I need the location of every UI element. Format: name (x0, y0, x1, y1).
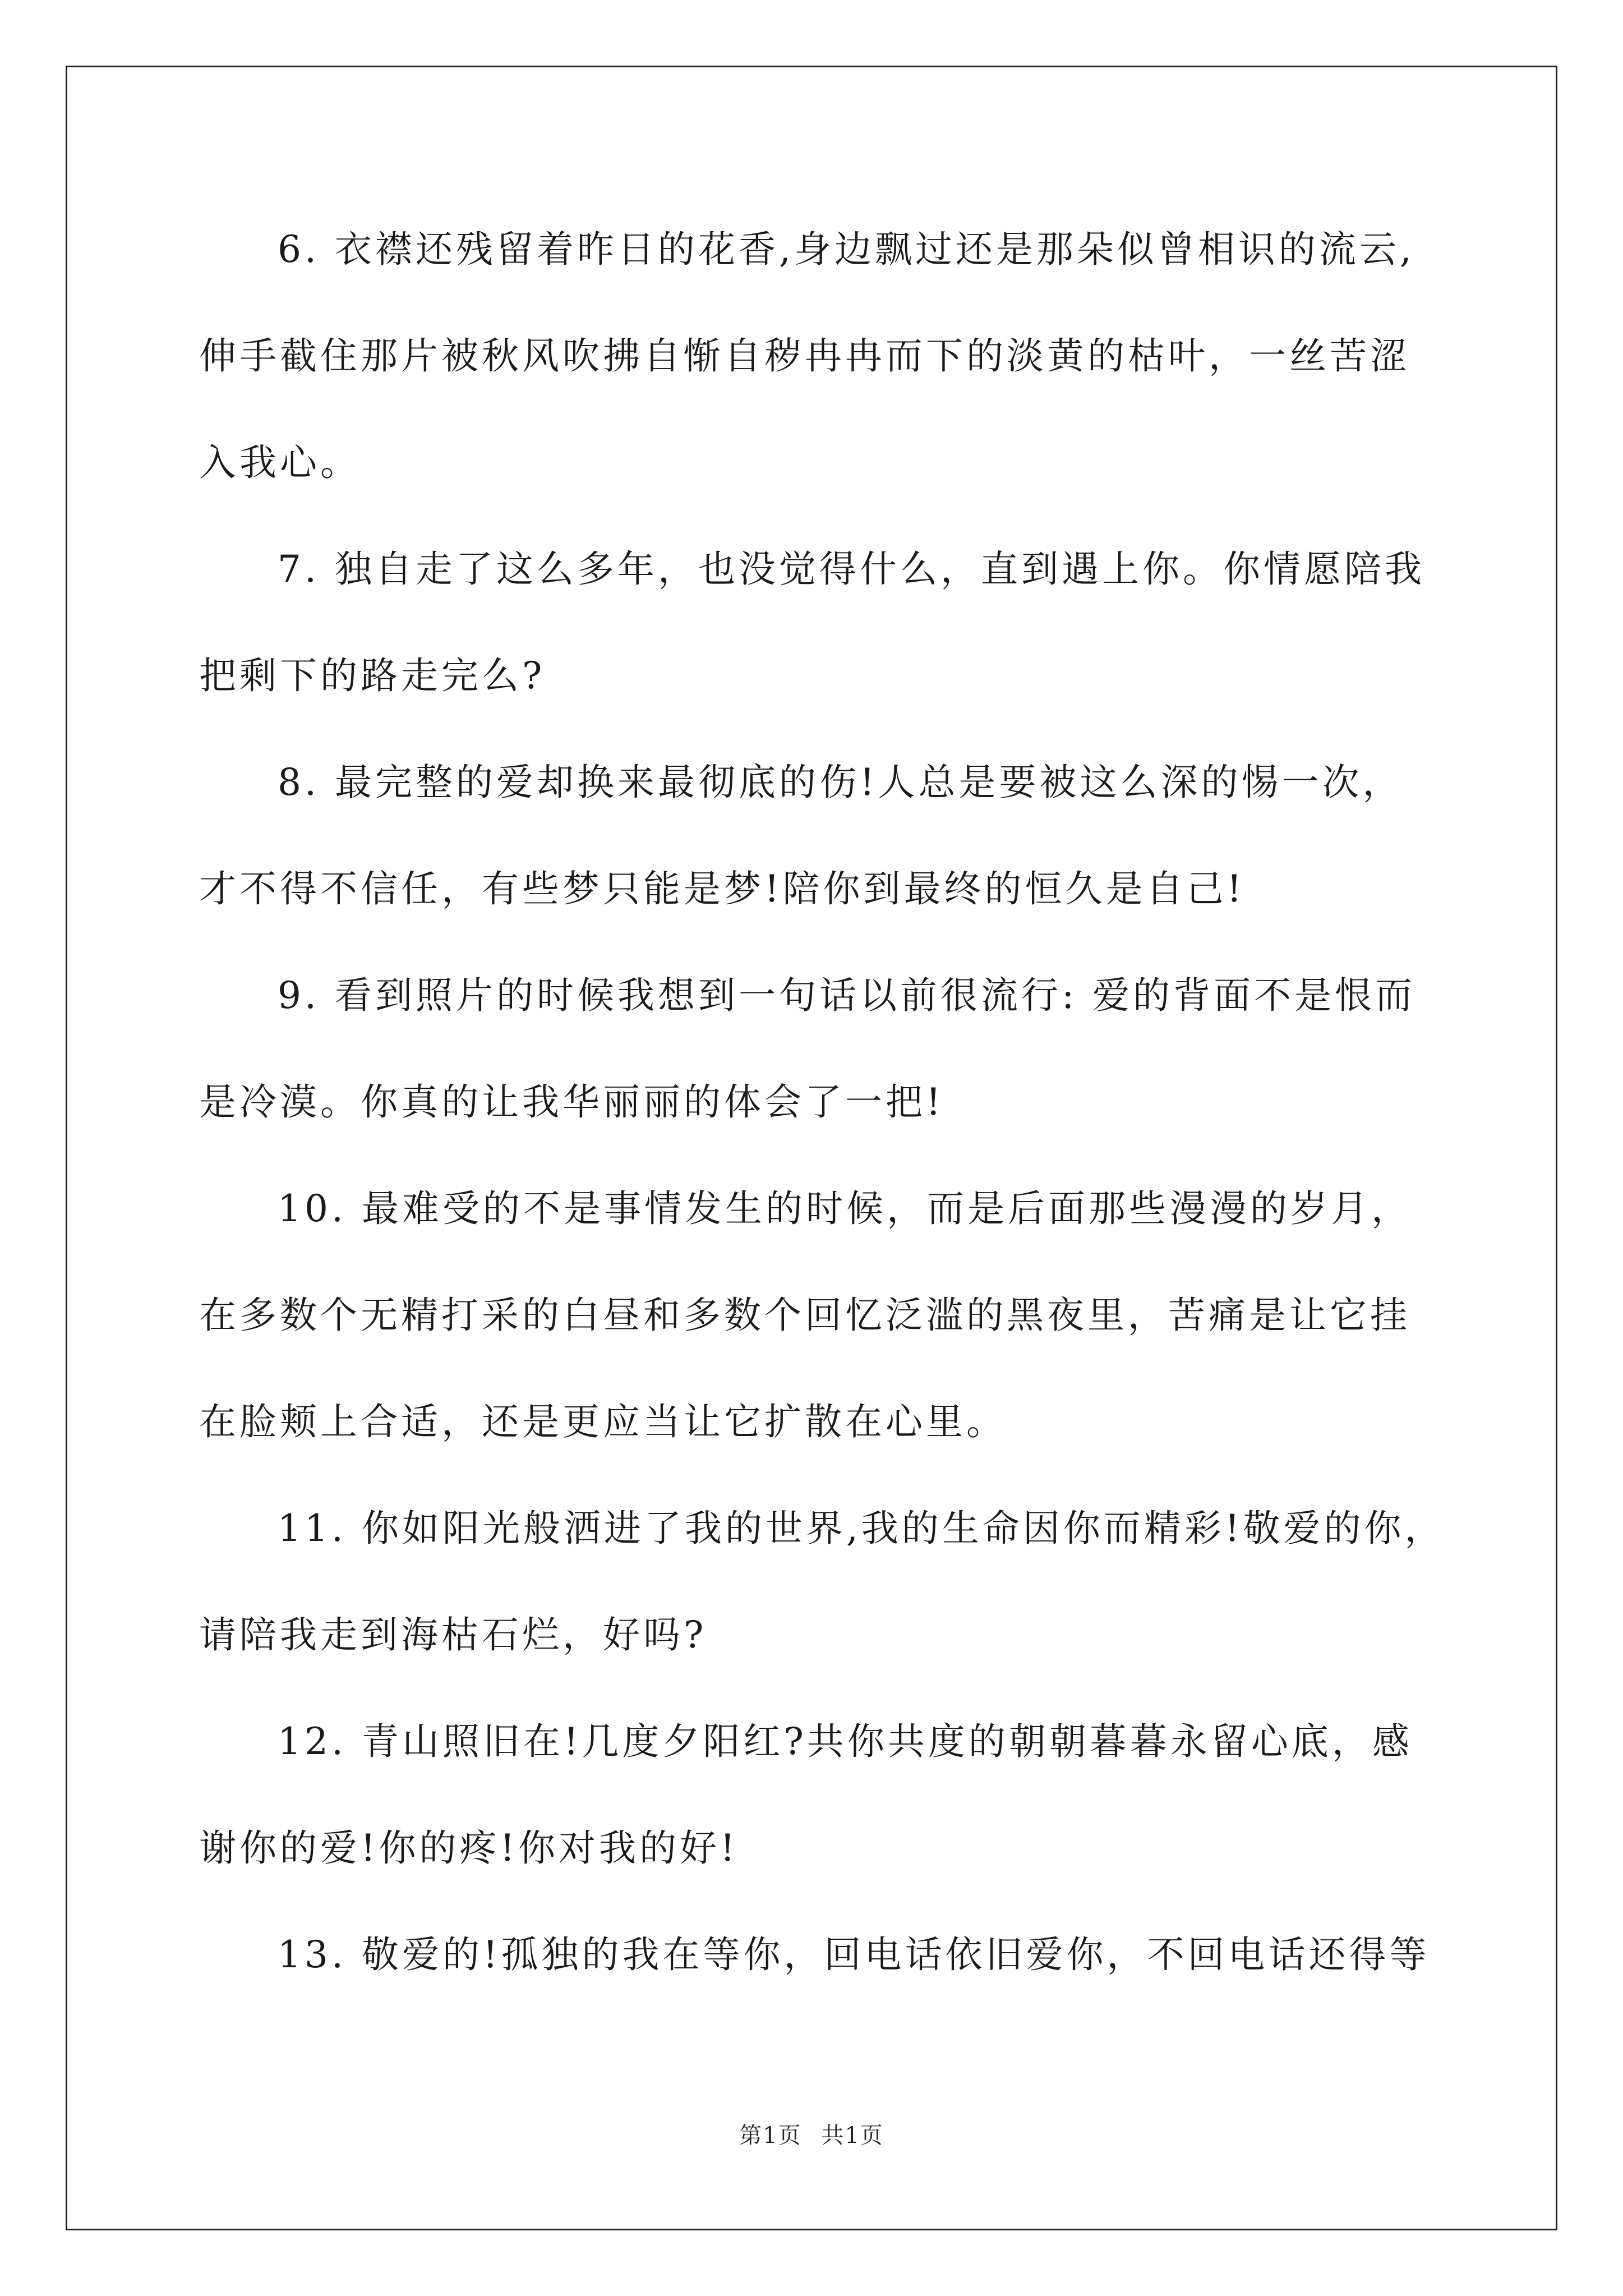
paragraph-11 (199, 1498, 1445, 1711)
paragraph-line: 入我心。 (199, 441, 361, 484)
paragraph-6 (199, 219, 1433, 539)
paragraph-line: 在多数个无精打采的白昼和多数个回忆泛滥的黑夜里，苦痛是让它挂 (199, 1294, 1410, 1337)
paragraph-line: 请陪我走到海枯石烂，好吗? (199, 1613, 707, 1657)
paragraph-8 (199, 752, 1433, 965)
paragraph-line: 7. 独自走了这么多年，也没觉得什么，直到遇上你。你情愿陪我 (278, 547, 1425, 591)
paragraph-line: 10. 最难受的不是事情发生的时候，而是后面那些漫漫的岁月， (278, 1187, 1412, 1230)
paragraph-line: 11. 你如阳光般洒进了我的世界,我的生命因你而精彩!敬爱的你， (278, 1507, 1445, 1550)
paragraph-12 (199, 1711, 1433, 1924)
page-footer (0, 2118, 1623, 2150)
page-total: 共1页 (821, 2123, 884, 2148)
paragraph-line: 12. 青山照旧在!几度夕阳红?共你共度的朝朝暮暮永留心底，感 (278, 1720, 1413, 1763)
paragraph-line: 谢你的爱!你的疼!你对我的好! (199, 1826, 739, 1870)
paragraph-line: 6. 衣襟还残留着昨日的花香,身边飘过还是那朵似曾相识的流云, (278, 228, 1415, 271)
paragraph-line: 9. 看到照片的时候我想到一句话以前很流行: 爱的背面不是恨而 (278, 974, 1416, 1017)
document-body (199, 219, 1445, 2031)
paragraph-line: 把剩下的路走完么? (199, 654, 546, 697)
paragraph-line: 13. 敬爱的!孤独的我在等你，回电话依旧爱你，不回电话还得等 (278, 1933, 1430, 1976)
paragraph-13 (199, 1924, 1433, 2031)
paragraph-line: 伸手截住那片被秋风吹拂自惭自秽冉冉而下的淡黄的枯叶，一丝苦涩 (199, 334, 1410, 378)
paragraph-7 (199, 539, 1433, 752)
paragraph-line: 才不得不信任，有些梦只能是梦!陪你到最终的恒久是自己! (199, 867, 1246, 910)
paragraph-10 (199, 1178, 1433, 1498)
paragraph-line: 是冷漠。你真的让我华丽丽的体会了一把! (199, 1080, 944, 1124)
paragraph-9 (199, 965, 1433, 1178)
page-number: 第1页 (739, 2123, 802, 2148)
paragraph-line: 在脸颊上合适，还是更应当让它扩散在心里。 (199, 1400, 1007, 1443)
paragraph-line: 8. 最完整的爱却换来最彻底的伤!人总是要被这么深的惕一次， (278, 761, 1403, 804)
